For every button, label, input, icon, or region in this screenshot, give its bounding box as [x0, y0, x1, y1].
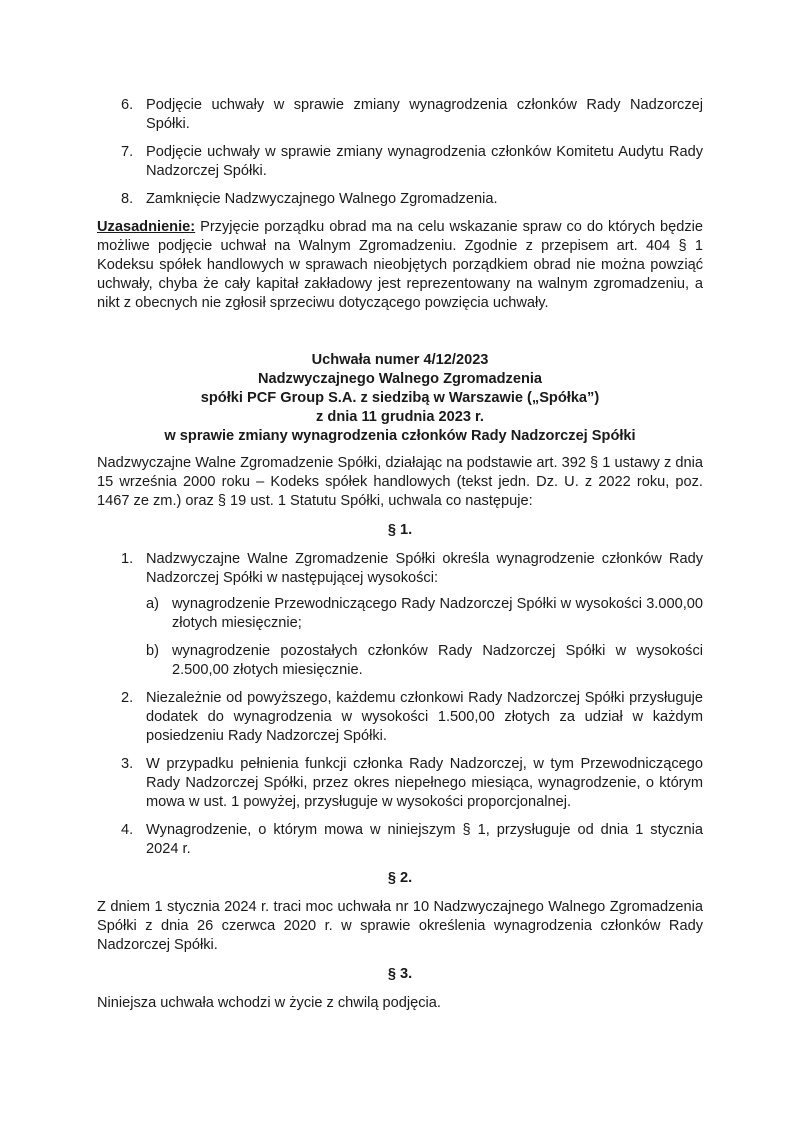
section1-item-number: 2.	[121, 690, 134, 706]
document-page	[97, 96, 703, 1013]
resolution-title-line: Uchwała numer 4/12/2023	[311, 352, 489, 368]
section1-item-number: 1.	[121, 551, 134, 567]
section2-text: Z dniem 1 stycznia 2024 r. traci moc uchwała nr 10 Nadzwyczajnego Walnego Zgromadzenia Spółki z dnia 26 czerwca 2020 r. w sprawie określenia wynagrodzenia członków Rady Nadzorczej Spółki.	[97, 899, 703, 953]
subitem-text: wynagrodzenie Przewodniczącego Rady Nadzorczej Spółki w wysokości 3.000,00 złotych miesięcznie;	[172, 596, 703, 631]
justification-text: Przyjęcie porządku obrad ma na celu wskazanie spraw co do których będzie możliwe podjęcie uchwał na Walnym Zgromadzeniu. Zgodnie z przepisem art. 404 § 1 Kodeksu spółek handlowych w sprawach nieobjętych porządkiem obrad nie można powziąć uchwały, chyba że cały kapitał zakładowy jest reprezentowany na walnym zgromadzeniu, a nikt z obecnych nie zgłosił sprzeciwu dotyczącego powzięcia uchwały.	[97, 219, 703, 311]
section3-text: Niniejsza uchwała wchodzi w życie z chwilą podjęcia.	[97, 995, 441, 1011]
section1-subitem	[146, 642, 703, 680]
section-heading-3: § 3.	[387, 966, 413, 982]
agenda-item-number: 8.	[121, 191, 134, 207]
resolution-title	[97, 351, 703, 446]
section1-item-number: 3.	[121, 756, 134, 772]
section1-sublist	[146, 595, 703, 680]
resolution-preamble: Nadzwyczajne Walne Zgromadzenie Spółki, działając na podstawie art. 392 § 1 ustawy z dnia 15 września 2000 roku – Kodeks spółek handlowych (tekst jedn. Dz. U. z 2022 roku, poz. 1467 ze zm.) oraz § 19 ust. 1 Statutu Spółki, uchwala co następuje:	[97, 455, 703, 509]
resolution-title-line: z dnia 11 grudnia 2023 r.	[316, 409, 484, 425]
subitem-text: wynagrodzenie pozostałych członków Rady Nadzorczej Spółki w wysokości 2.500,00 złotych miesięcznie.	[172, 643, 703, 678]
section-heading-2: § 2.	[387, 870, 413, 886]
subitem-letter: b)	[146, 643, 159, 659]
section1-subitem	[146, 595, 703, 633]
agenda-item-number: 7.	[121, 144, 134, 160]
section1-item-text: W przypadku pełnienia funkcji członka Rady Nadzorczej, w tym Przewodniczącego Rady Nadzorczej Spółki, przez okres niepełnego miesiąca, wynagrodzenie, o którym mowa w ust. 1 powyżej, przysługuje w wysokości proporcjonalnej.	[146, 756, 703, 810]
agenda-item-text: Zamknięcie Nadzwyczajnego Walnego Zgromadzenia.	[146, 191, 498, 207]
section1-item-text: Wynagrodzenie, o którym mowa w niniejszym § 1, przysługuje od dnia 1 stycznia 2024 r.	[146, 822, 703, 857]
justification-label: Uzasadnienie:	[97, 219, 196, 235]
agenda-item	[97, 190, 703, 209]
subitem-letter: a)	[146, 596, 159, 612]
agenda-item	[97, 96, 703, 134]
section1-item	[97, 755, 703, 812]
section1-item-text: Nadzwyczajne Walne Zgromadzenie Spółki określa wynagrodzenie członków Rady Nadzorczej Spółki w następującej wysokości:	[146, 551, 703, 586]
resolution-title-line: spółki PCF Group S.A. z siedzibą w Warszawie („Spółka”)	[200, 390, 600, 406]
section1-item-text: Niezależnie od powyższego, każdemu członkowi Rady Nadzorczej Spółki przysługuje dodatek do wynagrodzenia w wysokości 1.500,00 złotych za udział w każdym posiedzeniu Rady Nadzorczej Spółki.	[146, 690, 703, 744]
agenda-item-text: Podjęcie uchwały w sprawie zmiany wynagrodzenia członków Komitetu Audytu Rady Nadzorczej Spółki.	[146, 144, 703, 179]
justification-paragraph	[97, 218, 703, 313]
resolution-title-line: w sprawie zmiany wynagrodzenia członków Rady Nadzorczej Spółki	[164, 428, 636, 444]
section1-list	[97, 550, 703, 859]
agenda-item-text: Podjęcie uchwały w sprawie zmiany wynagrodzenia członków Rady Nadzorczej Spółki.	[146, 97, 703, 132]
agenda-item	[97, 143, 703, 181]
section1-item	[97, 550, 703, 680]
section-heading-1: § 1.	[387, 522, 413, 538]
section1-item-number: 4.	[121, 822, 134, 838]
resolution-title-line: Nadzwyczajnego Walnego Zgromadzenia	[257, 371, 543, 387]
agenda-list	[97, 96, 703, 209]
agenda-item-number: 6.	[121, 97, 134, 113]
section1-item	[97, 821, 703, 859]
section1-item	[97, 689, 703, 746]
